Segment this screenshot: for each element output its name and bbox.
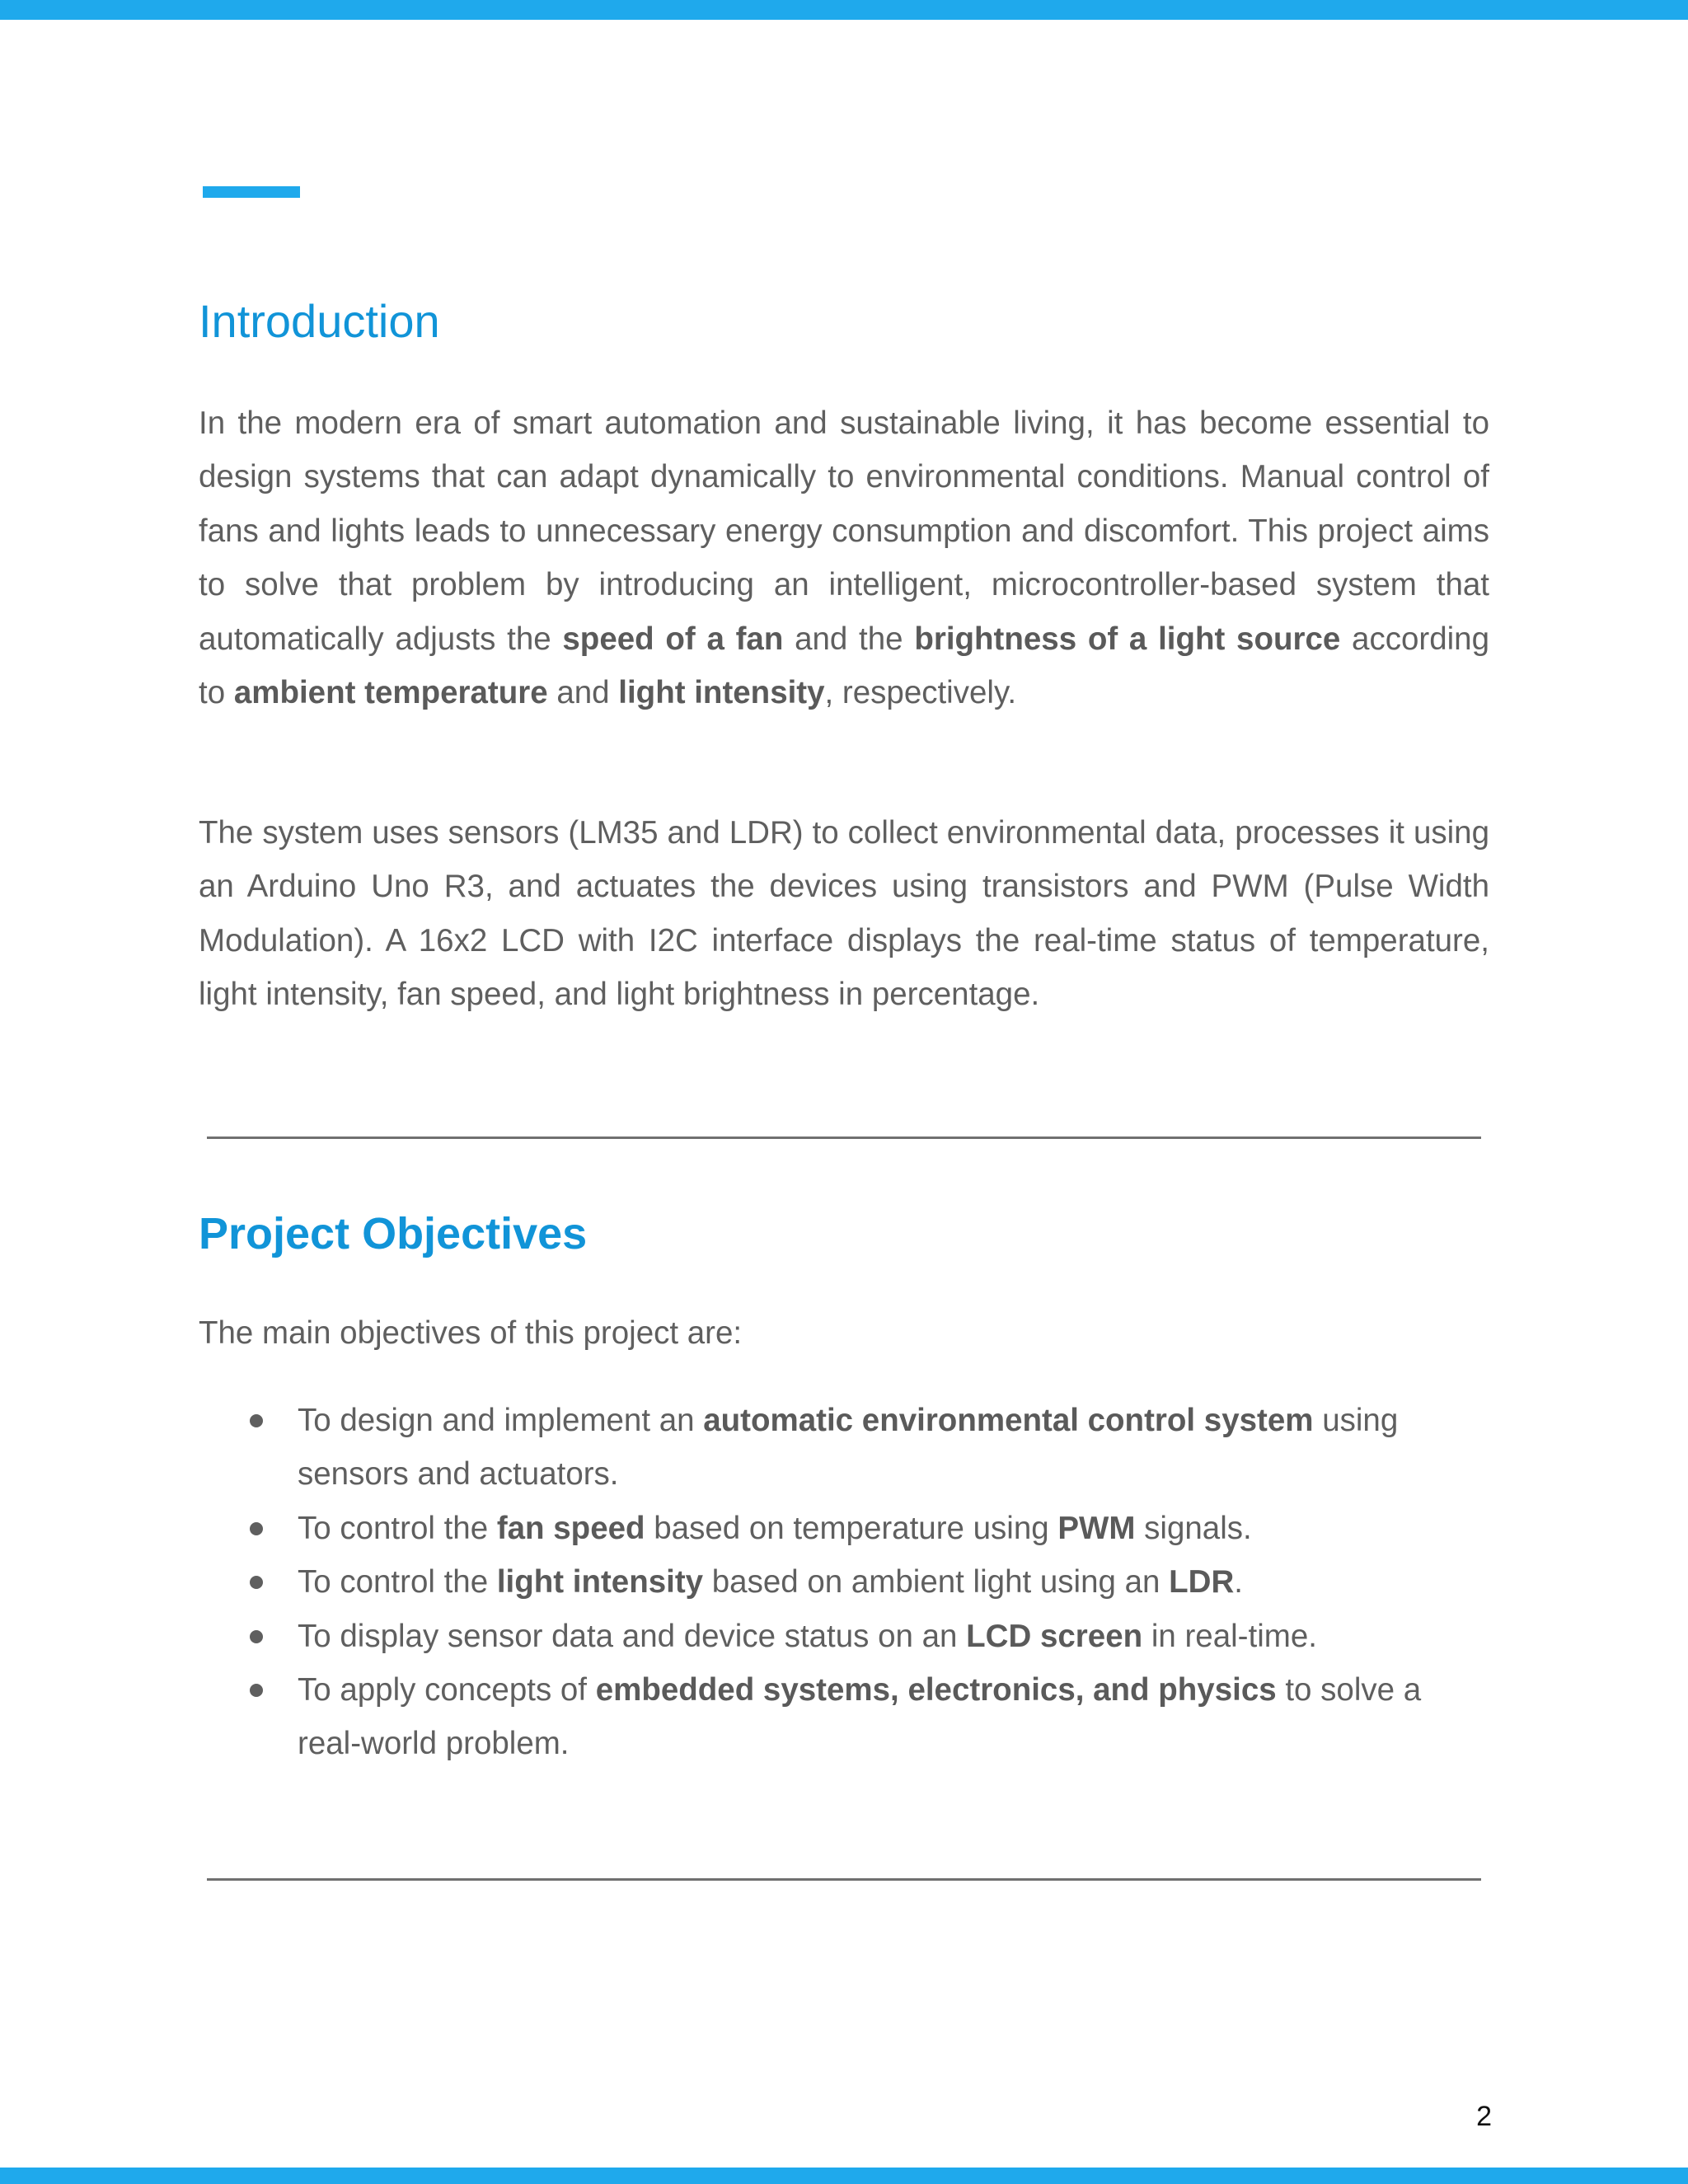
text-run: and <box>547 675 619 711</box>
page-number: 2 <box>1476 2101 1492 2132</box>
bold-run: light intensity <box>496 1564 704 1601</box>
objectives-intro-text: The main objectives of this project are: <box>199 1315 743 1351</box>
bold-run: automatic environmental control system <box>703 1403 1314 1438</box>
bullet-icon <box>250 1684 263 1697</box>
bullet-icon <box>250 1576 263 1589</box>
text-run: according to <box>199 621 1489 711</box>
objectives-list <box>199 1394 1489 1771</box>
section-divider <box>207 1878 1481 1881</box>
bold-run: embedded systems, electronics, and physics <box>595 1672 1277 1708</box>
bold-run: LCD screen <box>966 1618 1143 1654</box>
text-run: To control the <box>298 1564 497 1601</box>
bold-run: speed of a fan <box>562 621 784 657</box>
bold-run: ambient temperature <box>233 675 548 711</box>
text-run: . <box>1234 1564 1243 1601</box>
text-run: in real-time. <box>1142 1618 1317 1654</box>
text-run: to solve a real-world problem. <box>298 1672 1422 1762</box>
objective-item-4 <box>199 1610 1489 1663</box>
text-run: To apply concepts of <box>298 1672 596 1708</box>
bold-run: brightness of a light source <box>914 621 1341 657</box>
text-run: To design and implement an <box>298 1403 704 1438</box>
bold-run: PWM <box>1057 1510 1136 1546</box>
text-run: based on ambient light using an <box>703 1564 1170 1601</box>
accent-dash <box>203 186 300 198</box>
bold-run: light intensity <box>618 675 825 711</box>
bold-run: LDR <box>1169 1564 1235 1601</box>
top-accent-bar <box>0 0 1688 20</box>
bullet-icon <box>250 1630 263 1643</box>
introduction-paragraph-2: The system uses sensors (LM35 and LDR) to collect environmental data, processes it using an Arduino Uno R3, and actuates the devices using transistors and PWM (Pulse Width Modulation). A 16x2 LCD with I2C interface displays the real-time status of temperature, light intensity, fan speed, and light brightness in percentage. <box>199 815 1489 1013</box>
bottom-accent-bar <box>0 2168 1688 2184</box>
text-run: using sensors and actuators. <box>298 1403 1399 1493</box>
text-run: To control the <box>298 1510 497 1546</box>
objective-item-1 <box>199 1394 1489 1502</box>
text-run: In the modern era of smart automation and sustainable living, it has become essential to design systems that can adapt dynamically to environmental conditions. Manual control of fans and lights leads to unnecessary energy consumption and discomfort. This project aims to solve that problem by introducing an intelligent, microcontroller-based system that automatically adjusts the <box>199 405 1489 657</box>
bullet-icon <box>250 1522 263 1535</box>
bold-run: fan speed <box>496 1510 645 1546</box>
introduction-paragraph-1 <box>199 396 1489 719</box>
section-divider <box>207 1137 1481 1139</box>
text-run: , respectively. <box>824 675 1017 711</box>
project-objectives-heading: Project Objectives <box>199 1209 588 1258</box>
objective-item-2 <box>199 1502 1489 1555</box>
text-run: signals. <box>1135 1510 1252 1546</box>
text-run: based on temperature using <box>645 1510 1058 1546</box>
objective-item-3 <box>199 1555 1489 1609</box>
bullet-icon <box>250 1414 263 1427</box>
text-run: To display sensor data and device status on an <box>298 1618 967 1654</box>
introduction-heading: Introduction <box>199 295 440 347</box>
objective-item-5 <box>199 1663 1489 1771</box>
text-run: and the <box>783 621 915 657</box>
